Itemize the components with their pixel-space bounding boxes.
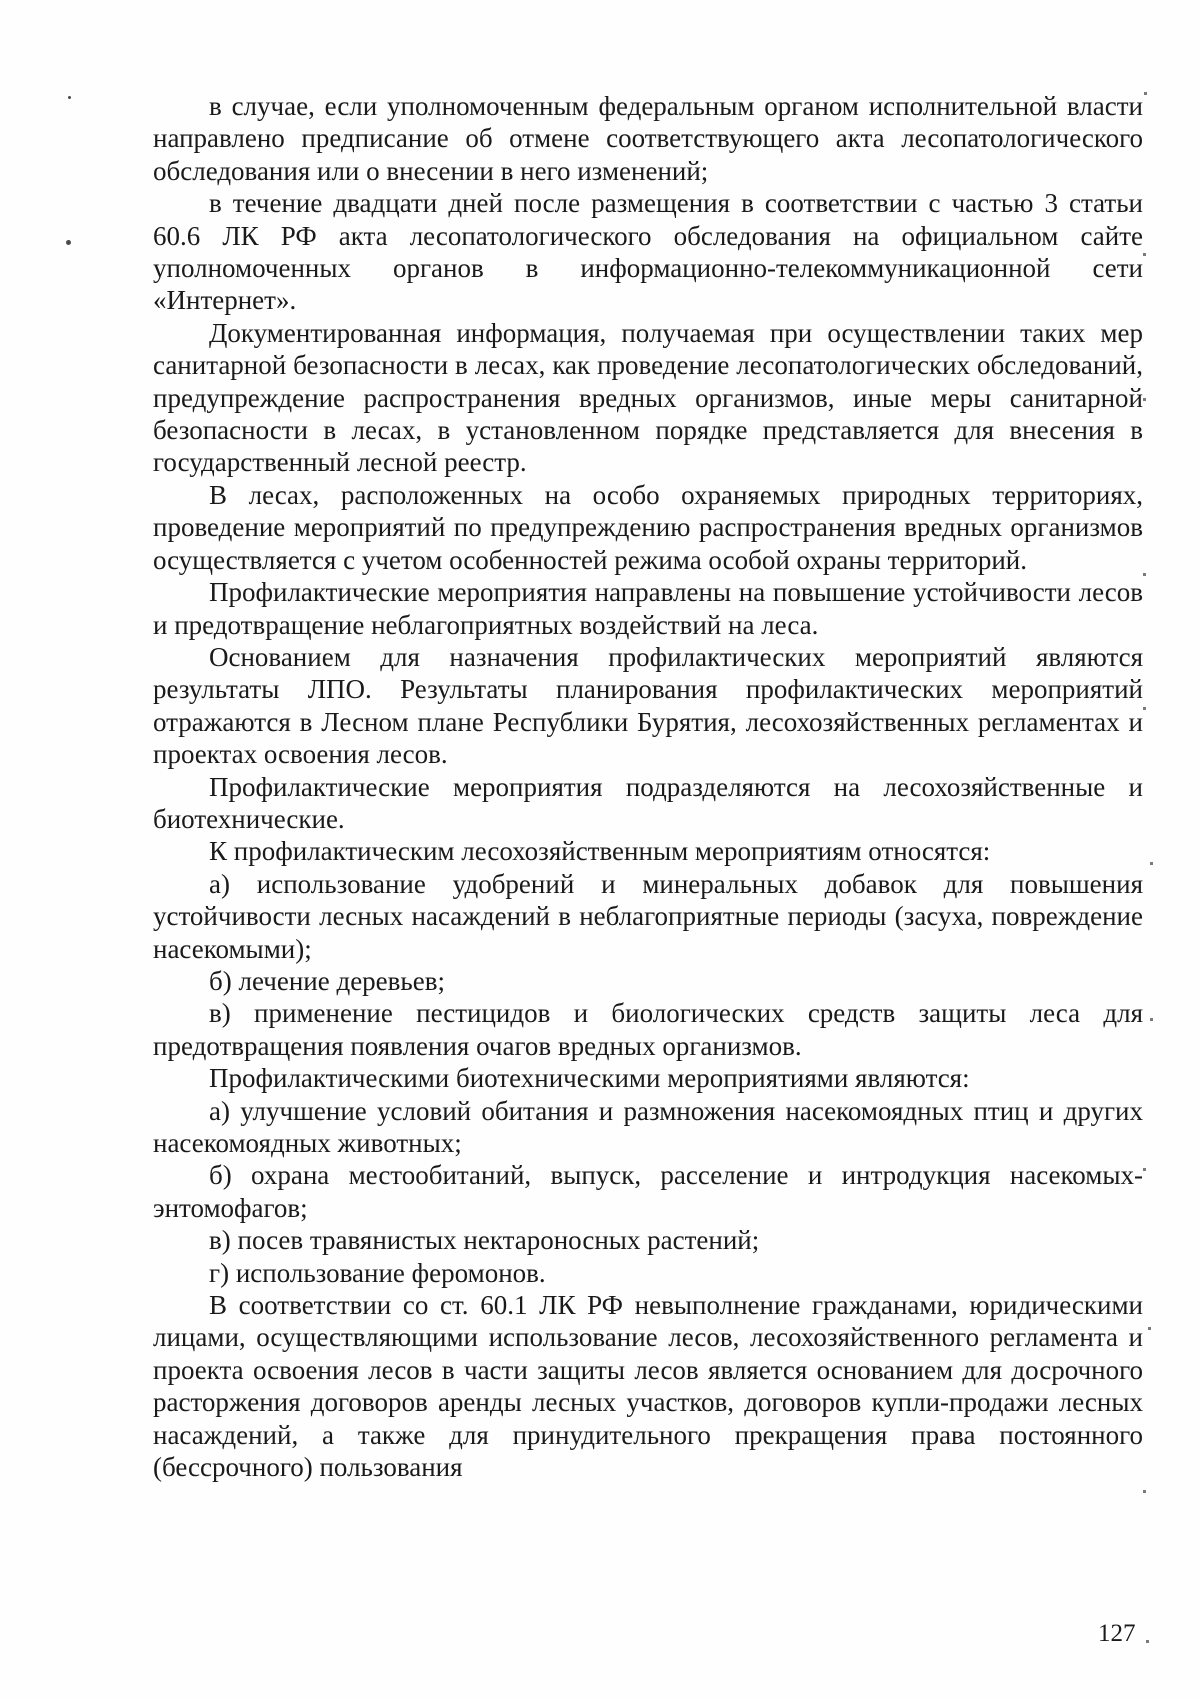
paragraph: В лесах, расположенных на особо охраняемых природных территориях, проведение мероприятий по предупреждению распространения вредных организмов осуществляется с учетом особенностей режима особой охраны территорий. xyxy=(153,479,1143,575)
list-item: а) улучшение условий обитания и размножения насекомоядных птиц и других насекомоядных животных; xyxy=(153,1095,1143,1158)
scan-mark xyxy=(1150,862,1153,865)
scan-mark xyxy=(1143,398,1146,401)
paragraph: Документированная информация, получаемая при осуществлении таких мер санитарной безопасности в лесах, как проведение лесопатологических обследований, предупреждение распространения вредных организмов, иные меры санитарной безопасности в лесах, в установленном порядке представляется для внесения в государственный лесной реестр. xyxy=(153,317,1143,478)
scan-speck xyxy=(68,96,71,99)
paragraph: Профилактическими биотехническими мероприятиями являются: xyxy=(209,1063,970,1094)
paragraph: в течение двадцати дней после размещения в соответствии с частью 3 статьи 60.6 ЛК РФ акта лесопатологического обследования на официальном сайте уполномоченных органов в информационно-телекоммуникационной сети «Интернет». xyxy=(153,188,1143,316)
list-item: в) посев травянистых нектароносных растений; xyxy=(209,1225,760,1256)
scan-speck xyxy=(66,240,71,245)
scan-mark xyxy=(1144,92,1147,95)
paragraph: Основанием для назначения профилактических мероприятий являются результаты ЛПО. Результаты планирования профилактических мероприятий отражаются в Лесном плане Республики Бурятия, лесохозяйственных регламентах и проектах освоения лесов. xyxy=(153,641,1143,770)
document-body xyxy=(153,90,1143,1483)
list-item: б) лечение деревьев; xyxy=(209,965,445,996)
list-item: б) охрана местообитаний, выпуск, расселение и интродукция насекомых-энтомофагов; xyxy=(153,1160,1143,1223)
paragraph: Профилактические мероприятия направлены на повышение устойчивости лесов и предотвращение неблагоприятных воздействий на леса. xyxy=(153,577,1143,640)
page-number: 127 xyxy=(1098,1620,1136,1647)
scan-mark xyxy=(1148,1327,1151,1330)
paragraph: в случае, если уполномоченным федеральным органом исполнительной власти направлено предписание об отмене соответствующего акта лесопатологического обследования или о внесении в него изменений; xyxy=(153,91,1143,186)
scan-mark xyxy=(1143,1168,1146,1171)
scan-mark xyxy=(1143,253,1146,256)
scan-mark xyxy=(1143,573,1146,576)
list-item: г) использование феромонов. xyxy=(209,1257,546,1288)
paragraph: Профилактические мероприятия подразделяются на лесохозяйственные и биотехнические. xyxy=(153,771,1143,834)
scan-mark xyxy=(1143,1490,1146,1493)
scan-mark xyxy=(1150,1018,1153,1021)
scan-mark xyxy=(1146,1640,1149,1643)
scan-mark xyxy=(1143,707,1146,710)
paragraph: В соответствии со ст. 60.1 ЛК РФ невыполнение гражданами, юридическими лицами, осуществляющими использование лесов, лесохозяйственного регламента и проекта освоения лесов в части защиты лесов является основанием для досрочного расторжения договоров аренды лесных участков, договоров купли-продажи лесных насаждений, а также для принудительного прекращения права постоянного (бессрочного) пользования xyxy=(153,1290,1143,1483)
list-item: в) применение пестицидов и биологических средств защиты леса для предотвращения появления очагов вредных организмов. xyxy=(153,998,1143,1061)
paragraph: К профилактическим лесохозяйственным мероприятиям относятся: xyxy=(209,836,991,867)
list-item: а) использование удобрений и минеральных добавок для повышения устойчивости лесных насаждений в неблагоприятные периоды (засуха, повреждение насекомыми); xyxy=(153,868,1143,964)
